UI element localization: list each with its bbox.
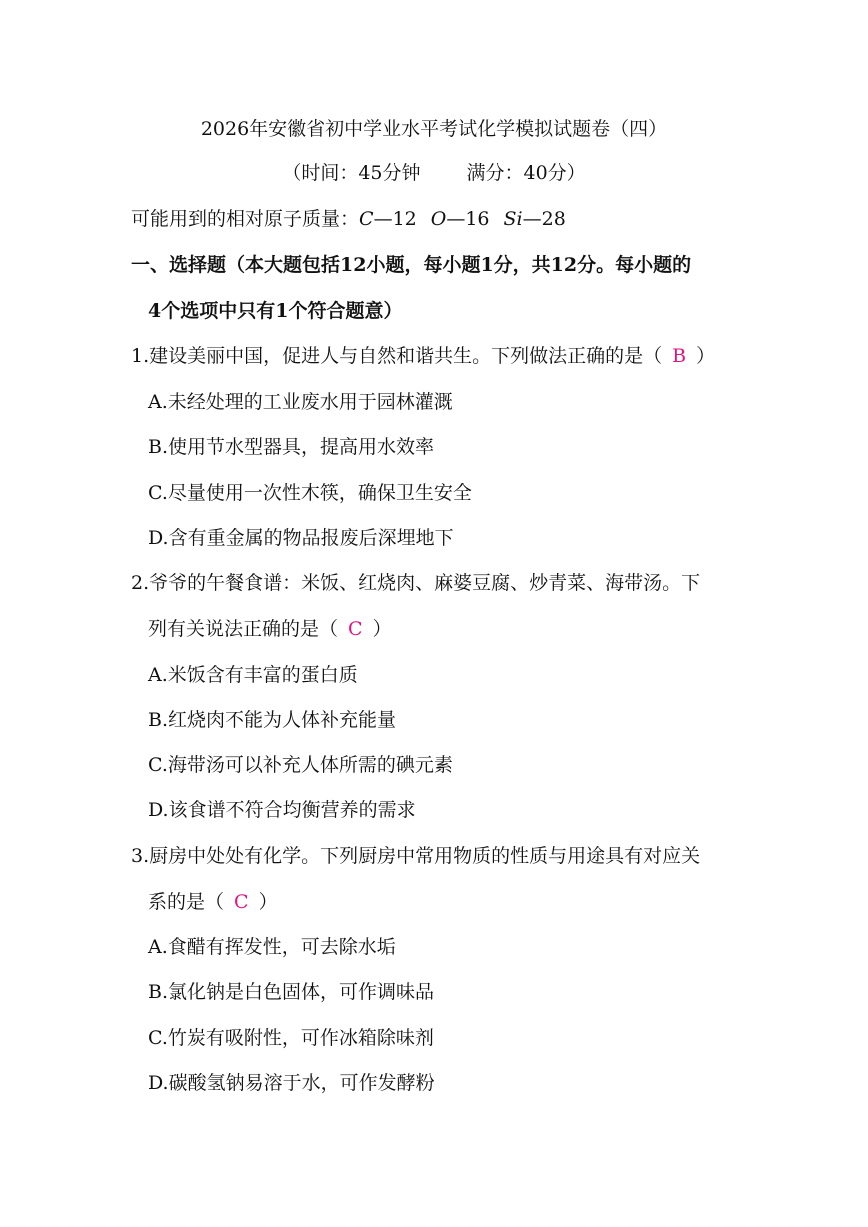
- option-c: C.竹炭有吸附性，可作冰箱除味剂: [148, 1027, 434, 1049]
- exam-title: 2026年安徽省初中学业水平考试化学模拟试题卷（四）: [200, 118, 668, 140]
- option-a: A.米饭含有丰富的蛋白质: [148, 664, 358, 686]
- exam-time-info: [0, 160, 868, 186]
- option-c: C.尽量使用一次性木筷，确保卫生安全: [148, 482, 472, 504]
- option-c: C.海带汤可以补充人体所需的碘元素: [148, 754, 453, 776]
- option-a: A.未经处理的工业废水用于园林灌溉: [148, 391, 453, 413]
- atomic-symbol: Si: [503, 208, 523, 230]
- atomic-value: —12: [373, 208, 417, 230]
- score-label: 满分：40分）: [466, 162, 586, 184]
- option-d: D.碳酸氢钠易溶于水，可作发酵粉: [148, 1072, 435, 1094]
- option-b: B.使用节水型器具，提高用水效率: [148, 436, 435, 458]
- answer-mark: C: [348, 618, 363, 640]
- question-stem: 2.爷爷的午餐食谱：米饭、红烧肉、麻婆豆腐、炒青菜、海带汤。下: [131, 572, 701, 594]
- answer-mark: B: [672, 345, 687, 367]
- option-d: D.该食谱不符合均衡营养的需求: [148, 799, 416, 821]
- atomic-mass-line: [131, 206, 566, 232]
- atomic-symbol: O: [430, 208, 447, 230]
- answer-mark: C: [234, 891, 249, 913]
- atomic-mass-label: 可能用到的相对原子质量：: [131, 208, 360, 230]
- question-stem: 1.建设美丽中国，促进人与自然和谐共生。下列做法正确的是（ B ）: [131, 345, 716, 367]
- atomic-symbol: C: [359, 208, 374, 230]
- option-b: B.氯化钠是白色固体，可作调味品: [148, 981, 435, 1003]
- option-a: A.食醋有挥发性，可去除水垢: [148, 936, 396, 958]
- question-stem-cont: 系的是（ C ）: [148, 891, 278, 913]
- question-stem: 3.厨房中处处有化学。下列厨房中常用物质的性质与用途具有对应关: [131, 845, 701, 867]
- option-d: D.含有重金属的物品报废后深埋地下: [148, 527, 454, 549]
- atomic-value: —28: [522, 208, 566, 230]
- atomic-value: —16: [446, 208, 490, 230]
- section-heading-cont: 4个选项中只有1个符合题意）: [148, 300, 403, 322]
- option-b: B.红烧肉不能为人体补充能量: [148, 709, 397, 731]
- question-stem-cont: 列有关说法正确的是（ C ）: [148, 618, 392, 640]
- time-label: （时间：45分钟: [282, 162, 421, 184]
- section-heading: 一、选择题（本大题包括12小题，每小题1分，共12分。每小题的: [131, 254, 692, 276]
